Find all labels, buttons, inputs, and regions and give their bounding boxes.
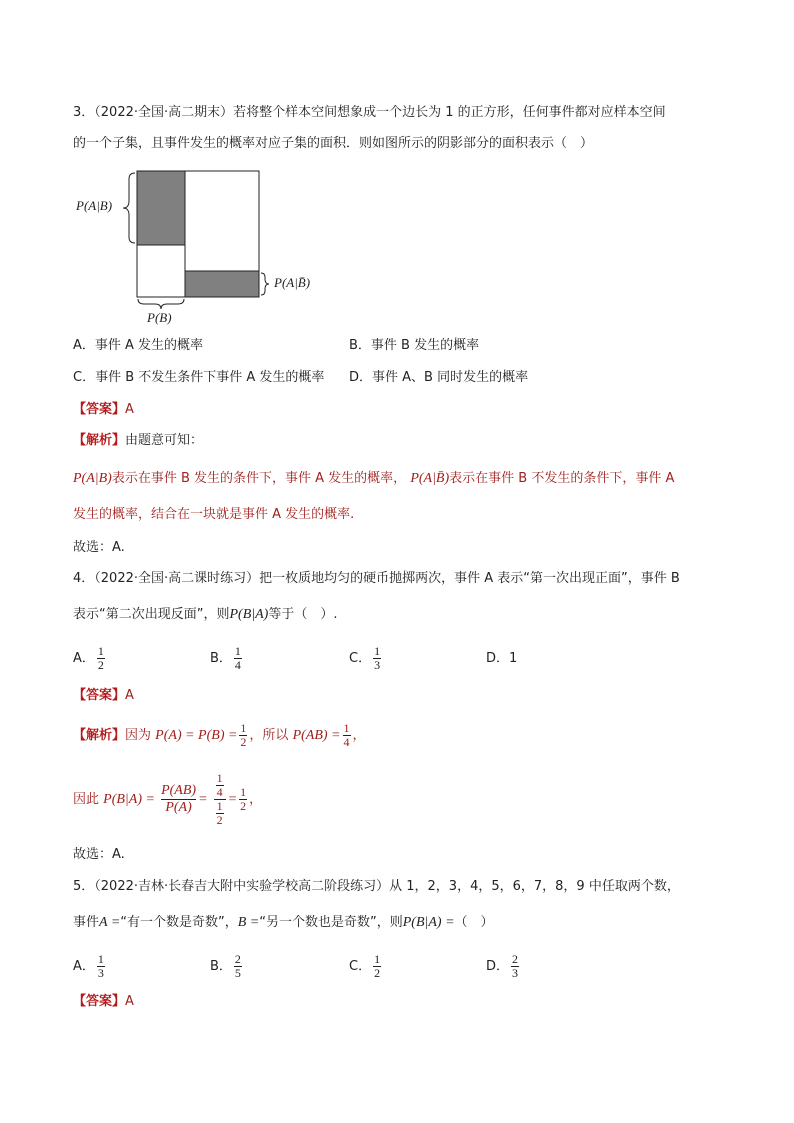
option-label: B． [210, 651, 232, 666]
analysis-tag: 【解析】 [73, 433, 126, 448]
label-p-a-given-b: P(A|B) [76, 198, 113, 213]
choice-text: 故选：A. [73, 540, 125, 555]
q4-choice: 故选：A. [73, 847, 125, 862]
fraction [239, 786, 247, 813]
math-equation: P(B|A) = [103, 792, 155, 807]
numerator: 1 [374, 952, 381, 966]
numerator: 1 [216, 771, 223, 785]
q5-option-d [486, 953, 521, 980]
compound-fraction [214, 772, 226, 827]
shaded-region-a-given-b [137, 171, 185, 245]
option-label: B． [210, 959, 232, 974]
equals: = [198, 792, 208, 807]
denominator: 3 [374, 658, 381, 672]
numerator: 1 [240, 785, 247, 799]
label-p-b: P(B) [147, 310, 172, 325]
denominator: 3 [512, 966, 519, 980]
fraction [373, 953, 381, 980]
q5-stem-line2 [73, 913, 494, 933]
explanation-text: 表示在事件 B 发生的条件下，事件 A 发生的概率， [111, 471, 407, 486]
q4-analysis-line1 [73, 722, 366, 749]
q4-answer [73, 686, 134, 706]
explanation-text: 表示在事件 B 不发生的条件下，事件 A [449, 471, 675, 486]
option-label: D． [486, 651, 510, 666]
q5-stem-line1: 5．（2022·吉林·长春吉大附中实验学校高二阶段练习）从 1，2，3，4，5，6，7，8，9 中任取两个数， [73, 879, 680, 894]
stem-text: （ ） [454, 915, 494, 930]
option-label: C． [349, 959, 372, 974]
numerator: P(AB) [161, 783, 197, 798]
answer-value: A [125, 688, 134, 703]
analysis-text: ，所以 [249, 728, 289, 743]
left-brace [123, 173, 135, 243]
fraction [234, 953, 242, 980]
denominator [214, 800, 226, 827]
analysis-text: ， [249, 792, 263, 807]
numerator: 1 [374, 644, 381, 658]
math-event-a: A = [99, 915, 121, 930]
analysis-text: 由题意可知： [125, 433, 204, 448]
math-p-b-given-a: P(B|A) [229, 607, 269, 622]
analysis-text: ， [352, 728, 366, 743]
q4-option-d [486, 649, 517, 669]
answer-value: A [125, 994, 134, 1009]
numerator: 1 [343, 721, 350, 735]
right-brace [261, 273, 269, 295]
q4-option-c [349, 645, 383, 672]
fraction [343, 722, 351, 749]
stem-text: 等于（ ）. [268, 607, 338, 622]
denominator: 3 [97, 966, 104, 980]
stem-text: “另一个数也是奇数”，则 [259, 915, 403, 930]
answer-tag: 【答案】 [73, 402, 126, 417]
denominator: 2 [240, 735, 247, 749]
q3-choice [73, 538, 125, 558]
answer-tag: 【答案】 [73, 688, 126, 703]
analysis-text: 因此 [73, 792, 100, 807]
numerator: 1 [216, 799, 223, 813]
option-label: C． [349, 651, 372, 666]
q4-analysis-line2 [73, 772, 262, 827]
numerator [214, 772, 226, 800]
denominator: 2 [216, 813, 223, 827]
numerator: 1 [240, 721, 247, 735]
denominator: 4 [216, 785, 223, 799]
denominator: 4 [234, 658, 241, 672]
denominator: P(A) [165, 800, 192, 815]
q4-option-b [210, 645, 244, 672]
q5-answer [73, 992, 134, 1012]
fraction-pab-over-pa [161, 783, 196, 816]
q3-stem-line2: 的一个子集，且事件发生的概率对应子集的面积．则如图所示的阴影部分的面积表示（ ） [73, 136, 594, 151]
q3-area-diagram [120, 165, 350, 325]
stem-text: 事件 [73, 915, 100, 930]
answer-value: A [125, 402, 134, 417]
denominator: 5 [234, 966, 241, 980]
fraction [216, 800, 224, 827]
stem-text: “有一个数是奇数”， [120, 915, 238, 930]
q5-option-b [210, 953, 244, 980]
numerator: 2 [234, 952, 241, 966]
numerator: 1 [234, 644, 241, 658]
fraction [216, 772, 224, 799]
denominator: 2 [97, 658, 104, 672]
math-p-a-given-b: P(A|B) [73, 471, 112, 486]
numerator: 2 [512, 952, 519, 966]
math-equation: P(A) = P(B) = [155, 728, 238, 743]
denominator: 2 [374, 966, 381, 980]
denominator: 2 [240, 799, 247, 813]
q4-option-a [73, 645, 107, 672]
q3-answer [73, 400, 134, 420]
fraction [239, 722, 247, 749]
option-label: D． [486, 959, 510, 974]
q5-option-c [349, 953, 383, 980]
fraction [373, 645, 381, 672]
q3-option-a: A．事件 A 发生的概率 [73, 338, 204, 353]
math-p-a-given-not-b: P(A|B̄) [410, 471, 450, 486]
math-equation: P(AB) = [292, 728, 341, 743]
fraction [97, 645, 105, 672]
fraction [97, 953, 105, 980]
q3-option-c: C．事件 B 不发生条件下事件 A 发生的概率 [73, 370, 325, 385]
option-label: A． [73, 959, 95, 974]
bottom-brace [138, 299, 184, 309]
math-event-b: B = [237, 915, 260, 930]
fraction [234, 645, 242, 672]
analysis-tag: 【解析】 [73, 728, 126, 743]
denominator: 4 [343, 735, 350, 749]
q3-explanation-line2: 发生的概率，结合在一块就是事件 A 发生的概率. [73, 507, 355, 522]
answer-tag: 【答案】 [73, 994, 126, 1009]
analysis-text: 因为 [125, 728, 152, 743]
q5-option-a [73, 953, 107, 980]
equals: = [227, 792, 238, 807]
stem-text: 表示“第二次出现反面”，则 [73, 607, 230, 622]
q4-stem-line1: 4．（2022·全国·高二课时练习）把一枚质地均匀的硬币抛掷两次，事件 A 表示“第一次出现正面”，事件 B [73, 571, 680, 586]
label-p-a-given-not-b: P(A|B̄) [274, 275, 311, 290]
option-label: A． [73, 651, 95, 666]
q3-analysis-head [73, 431, 203, 451]
math-p-b-given-a: P(B|A) = [402, 915, 455, 930]
numerator: 1 [97, 952, 104, 966]
q3-explanation-line1 [73, 469, 674, 489]
q4-stem-line2 [73, 605, 337, 625]
option-value: 1 [509, 651, 518, 666]
numerator: 1 [97, 644, 104, 658]
fraction [511, 953, 519, 980]
q3-option-d: D．事件 A、B 同时发生的概率 [349, 370, 529, 385]
shaded-region-a-given-not-b [185, 271, 259, 297]
q3-option-b: B．事件 B 发生的概率 [349, 338, 480, 353]
q3-stem-line1: 3．（2022·全国·高二期末）若将整个样本空间想象成一个边长为 1 的正方形，任何事件都对应样本空间 [73, 105, 666, 120]
